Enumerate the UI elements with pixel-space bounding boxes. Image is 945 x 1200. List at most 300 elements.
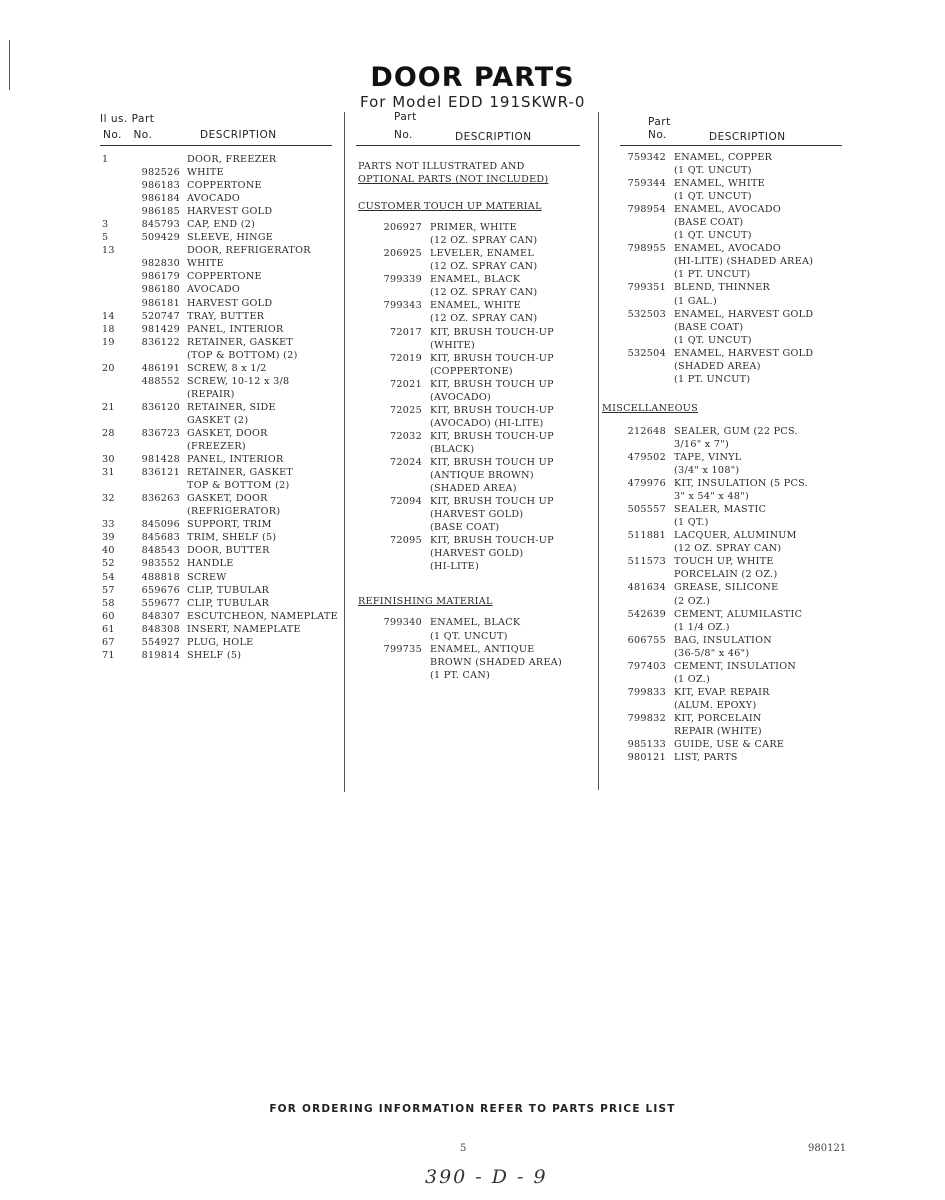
illus-number: 31 [102,467,115,479]
part-description: ENAMEL, ANTIQUE [430,643,535,655]
part-description: (BASE COAT) [430,522,500,534]
part-number [602,255,674,268]
part-number [358,521,430,534]
part-description: (HI-LITE) [430,561,480,573]
part-number [358,286,430,299]
table-row [102,531,342,544]
table-row [358,378,594,391]
table-row [602,555,842,568]
illus-number [102,479,124,492]
table-row [602,151,842,164]
part-description: AVOCADO [187,193,241,205]
part-number: 798955 [627,243,666,255]
part-description: (1 PT. UNCUT) [674,373,751,385]
part-number: 759344 [627,178,666,190]
part-number: 986183 [141,180,180,192]
part-description: COPPERTONE [187,180,262,192]
illus-number [102,297,124,310]
part-description: KIT, BRUSH TOUCH-UP [430,404,554,416]
illus-number: 21 [102,401,115,413]
part-description: REPAIR (WHITE) [674,725,762,737]
col3-header-top: Part [648,116,671,128]
section-refinishing-material: REFINISHING MATERIAL [358,596,493,608]
part-description: GASKET, DOOR [187,493,268,505]
part-number: 799832 [627,712,666,724]
touch-up-rows [358,221,594,573]
part-number [602,542,674,555]
part-description: (1 QT. UNCUT) [674,230,752,242]
part-description: KIT, BRUSH TOUCH UP [430,456,554,468]
part-description: RETAINER, GASKET [187,467,294,479]
part-description: (2 OZ.) [674,595,711,607]
part-description: LACQUER, ALUMINUM [674,530,797,542]
illus-number [102,375,124,388]
part-description: WHITE [187,167,224,179]
part-description: SHELF (5) [187,649,242,661]
table-row [102,205,342,218]
part-number [358,547,430,560]
part-description: (12 OZ. SPRAY CAN) [430,261,538,273]
part-number [358,630,430,643]
part-number: 986184 [141,193,180,205]
part-description: (TOP & BOTTOM) (2) [187,349,298,361]
part-number: 488818 [141,571,180,583]
part-number: 836120 [141,401,180,413]
illus-number: 13 [102,245,115,257]
table-row [358,456,594,469]
table-row [602,568,842,581]
part-description: SCREW, 10-12 x 3/8 [187,375,290,387]
part-description: ENAMEL, HARVEST GOLD [674,347,814,359]
part-number: 845793 [141,219,180,231]
part-description: (ALUM. EPOXY) [674,699,757,711]
part-description: (1 QT.) [674,517,709,529]
part-number [124,153,187,166]
part-number [602,595,674,608]
illus-number [102,440,124,453]
part-description: ENAMEL, BLACK [430,617,521,629]
part-number [124,414,187,427]
table-row [358,482,594,495]
table-row [358,669,594,682]
illus-number [102,270,124,283]
col1-header-rule [100,145,332,146]
table-row [602,255,842,268]
part-description: SLEEVE, HINGE [187,232,274,244]
table-row [602,608,842,621]
part-description: (HARVEST GOLD) [430,509,524,521]
part-number: 799339 [383,274,422,286]
table-row [602,177,842,190]
table-row [102,453,342,466]
part-number: 72017 [389,326,422,338]
illus-number: 58 [102,597,115,609]
illus-number: 54 [102,571,115,583]
col3-parts-list [602,151,842,764]
col1-header-top: Il us. Part [100,113,155,125]
part-number: 509429 [141,232,180,244]
illus-number: 14 [102,310,115,322]
part-number: 212648 [627,425,666,437]
part-number: 836723 [141,427,180,439]
part-number: 836121 [141,467,180,479]
part-description: CEMENT, ALUMILASTIC [674,608,803,620]
table-row [102,584,342,597]
part-number [602,568,674,581]
part-description: (SHADED AREA) [674,360,761,372]
model-subtitle: For Model EDD 191SKWR-0 [360,93,586,111]
part-description: (12 OZ. SPRAY CAN) [430,313,538,325]
part-number: 72025 [389,404,422,416]
part-number [358,365,430,378]
illus-number [102,505,124,518]
part-description: LEVELER, ENAMEL [430,248,535,260]
part-number: 848543 [141,545,180,557]
table-row [358,299,594,312]
part-number: 532504 [627,347,666,359]
table-row [602,464,842,477]
illus-number: 18 [102,323,115,335]
table-row [602,686,842,699]
part-description: (BASE COAT) [674,217,744,229]
part-description: GASKET, DOOR [187,427,268,439]
table-row [358,260,594,273]
table-row [602,581,842,594]
table-row [602,268,842,281]
part-description: TAPE, VINYL [674,451,742,463]
table-row [358,534,594,547]
part-description: SCREW [187,571,227,583]
table-row [102,244,342,257]
part-number [124,349,187,362]
illus-number [102,205,124,218]
table-row [358,521,594,534]
table-row [358,404,594,417]
table-row [102,231,342,244]
part-description: (HI-LITE) (SHADED AREA) [674,256,814,268]
illus-number: 32 [102,493,115,505]
part-description: BAG, INSULATION [674,634,772,646]
table-row [602,451,842,464]
part-number: 72032 [389,430,422,442]
table-row [602,229,842,242]
table-row [602,751,842,764]
table-row [102,597,342,610]
part-number: 486191 [141,362,180,374]
table-row [358,326,594,339]
col2-header-desc: DESCRIPTION [455,131,532,143]
table-row [102,336,342,349]
table-row [602,190,842,203]
part-number [602,190,674,203]
table-row [358,221,594,234]
part-description: HARVEST GOLD [187,297,273,309]
illus-number [102,283,124,296]
illus-number: 28 [102,427,115,439]
illus-number: 3 [102,219,109,231]
part-description: KIT, BRUSH TOUCH-UP [430,535,554,547]
illus-number: 1 [102,154,109,165]
part-number [358,469,430,482]
table-row [602,425,842,438]
col1-header-no: No. No. [103,129,153,141]
part-description: ENAMEL, BLACK [430,274,521,286]
part-number [602,216,674,229]
part-description: 3" x 54" x 48") [674,491,750,503]
table-row [102,270,342,283]
table-row [602,503,842,516]
part-description: DOOR, FREEZER [187,154,277,165]
table-row [102,310,342,323]
illus-number: 20 [102,362,115,374]
part-number: 981428 [141,454,180,466]
table-row [358,247,594,260]
part-number: 845096 [141,519,180,531]
part-description: (1 1/4 OZ.) [674,621,730,633]
part-description: PORCELAIN (2 OZ.) [674,569,778,581]
col2-parts-list [358,160,594,682]
table-row [602,621,842,634]
part-number: 606755 [627,634,666,646]
part-description: (ANTIQUE BROWN) [430,470,534,482]
part-description: ENAMEL, COPPER [674,152,773,163]
handwritten-note: 390 - D - 9 [425,1166,548,1188]
part-description: INSERT, NAMEPLATE [187,623,301,635]
table-row [358,339,594,352]
table-row [602,490,842,503]
part-number: 986185 [141,206,180,218]
part-number: 554927 [141,636,180,648]
col1-header-desc: DESCRIPTION [200,129,277,141]
margin-mark [9,40,10,90]
miscellaneous-rows [602,425,842,764]
part-number: 72095 [389,535,422,547]
table-row [602,725,842,738]
part-description: 3/16" x 7") [674,438,730,450]
illus-number: 40 [102,545,115,557]
part-number: 72019 [389,352,422,364]
table-row [602,281,842,294]
table-row [602,738,842,751]
table-row [102,388,342,401]
part-description: (1 QT. UNCUT) [674,165,752,177]
part-description: CEMENT, INSULATION [674,660,797,672]
part-description: (12 OZ. SPRAY CAN) [674,543,782,555]
not-illustrated-note-line2: OPTIONAL PARTS (NOT INCLUDED) [358,174,549,186]
table-row [358,365,594,378]
part-number: 819814 [141,649,180,661]
part-number: 986180 [141,284,180,296]
part-number [358,669,430,682]
not-illustrated-note-line1: PARTS NOT ILLUSTRATED AND [358,161,525,172]
part-number: 797403 [627,660,666,672]
part-description: HANDLE [187,558,234,570]
part-number [602,621,674,634]
table-row [602,660,842,673]
part-number: 799351 [627,282,666,294]
table-row [358,560,594,573]
part-description: ENAMEL, HARVEST GOLD [674,308,814,320]
part-description: RETAINER, SIDE [187,401,276,413]
part-number: 982830 [141,258,180,270]
part-number [602,725,674,738]
part-number: 986179 [141,271,180,283]
table-row [602,360,842,373]
part-description: (1 PT. CAN) [430,669,491,681]
part-number [602,490,674,503]
table-row [602,634,842,647]
part-number: 542639 [627,608,666,620]
illus-number: 57 [102,584,115,596]
part-description: SCREW, 8 x 1/2 [187,362,267,374]
part-description: ENAMEL, AVOCADO [674,243,782,255]
part-number [124,479,187,492]
part-number: 520747 [141,310,180,322]
table-row [102,414,342,427]
part-number [124,440,187,453]
table-row [102,505,342,518]
table-row [102,557,342,570]
table-row [102,571,342,584]
part-description: (HARVEST GOLD) [430,548,524,560]
table-row [102,257,342,270]
part-description: GUIDE, USE & CARE [674,739,785,751]
table-row [602,216,842,229]
part-description: ESCUTCHEON, NAMEPLATE [187,610,338,622]
illus-number [102,257,124,270]
part-description: (1 QT. UNCUT) [674,334,752,346]
illus-number [102,179,124,192]
part-description: (COPPERTONE) [430,365,513,377]
part-description: KIT, EVAP. REPAIR [674,686,770,698]
enamel-rows [602,151,842,386]
table-row [602,347,842,360]
part-description: ENAMEL, WHITE [674,178,765,190]
part-description: (WHITE) [430,339,476,351]
table-row [602,438,842,451]
section-miscellaneous: MISCELLANEOUS [602,402,699,414]
part-number [358,391,430,404]
part-number [358,656,430,669]
part-number [358,508,430,521]
table-row [358,312,594,325]
part-number: 982526 [141,167,180,179]
section-customer-touch-up: CUSTOMER TOUCH UP MATERIAL [358,201,542,213]
illus-number: 19 [102,336,115,348]
table-row [602,242,842,255]
part-number: 848308 [141,623,180,635]
part-description: (3/4" x 108") [674,465,740,477]
table-row [602,308,842,321]
col3-header-desc: DESCRIPTION [709,131,786,143]
table-row [102,518,342,531]
table-row [102,218,342,231]
illus-number [102,414,124,427]
part-description: TOUCH UP, WHITE [674,556,774,568]
part-number [358,339,430,352]
part-number [124,244,187,257]
part-description: (1 QT. UNCUT) [430,630,508,642]
part-number: 511881 [627,530,666,542]
part-description: KIT, PORCELAIN [674,712,762,724]
page-number: 5 [460,1143,467,1154]
part-description: WHITE [187,258,224,270]
part-description: PRIMER, WHITE [430,222,517,234]
table-row [102,479,342,492]
table-row [102,610,342,623]
table-row [102,179,342,192]
table-row [358,352,594,365]
part-description: BROWN (SHADED AREA) [430,656,563,668]
part-description: PANEL, INTERIOR [187,323,284,335]
part-description: (BLACK) [430,443,475,455]
part-description: (REFRIGERATOR) [187,506,281,518]
part-description: KIT, INSULATION (5 PCS. [674,478,809,490]
part-number [602,516,674,529]
part-description: (1 GAL.) [674,295,718,307]
part-description: DOOR, BUTTER [187,545,270,557]
table-row [102,649,342,662]
part-number [358,482,430,495]
table-row [602,373,842,386]
table-row [102,401,342,414]
part-number [602,360,674,373]
part-number: 836263 [141,493,180,505]
table-row [602,712,842,725]
table-row [602,334,842,347]
part-description: PANEL, INTERIOR [187,454,284,466]
table-row [358,469,594,482]
part-number: 659676 [141,584,180,596]
table-row [102,440,342,453]
page-title: DOOR PARTS [370,62,575,93]
illus-number: 71 [102,649,115,661]
part-number: 72094 [389,496,422,508]
part-number: 799340 [383,617,422,629]
table-row [602,647,842,660]
ordering-info: FOR ORDERING INFORMATION REFER TO PARTS PRICE LIST [269,1103,676,1115]
table-row [602,164,842,177]
part-number: 980121 [627,752,666,764]
table-row [602,529,842,542]
table-row [358,443,594,456]
part-description: (12 OZ. SPRAY CAN) [430,287,538,299]
part-description: GREASE, SILICONE [674,582,779,594]
part-number: 511573 [627,556,666,568]
part-number: 799833 [627,686,666,698]
part-number [358,260,430,273]
illus-number [102,166,124,179]
part-description: TRIM, SHELF (5) [187,532,277,544]
part-description: TRAY, BUTTER [187,310,265,322]
part-number: 481634 [627,582,666,594]
part-number: 206927 [383,222,422,234]
part-number: 985133 [627,739,666,751]
table-row [358,417,594,430]
table-row [102,544,342,557]
part-number [358,560,430,573]
part-number [124,388,187,401]
part-number [602,295,674,308]
part-number: 479976 [627,478,666,490]
table-row [358,508,594,521]
table-row [358,273,594,286]
table-row [102,192,342,205]
illus-number: 39 [102,532,115,544]
table-row [602,595,842,608]
table-row [102,492,342,505]
part-number: 759342 [627,152,666,163]
